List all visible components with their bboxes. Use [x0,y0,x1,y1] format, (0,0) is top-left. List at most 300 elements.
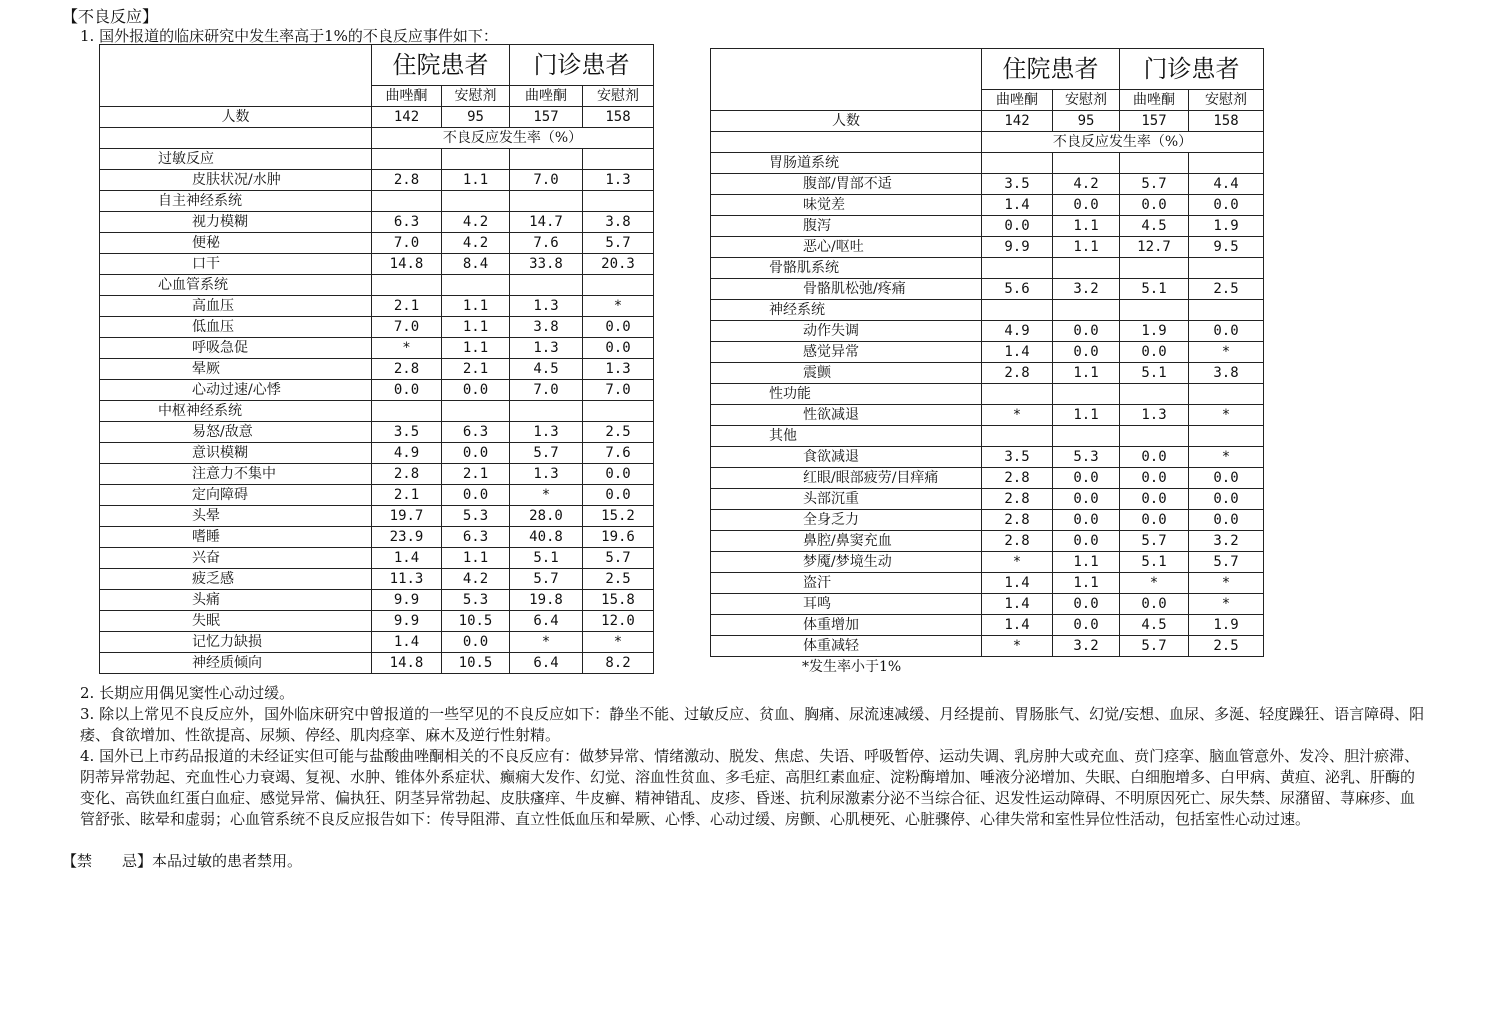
rate-cell: 0.0 [982,216,1053,237]
table-row [711,216,1264,237]
reaction-label: 视力模糊 [100,212,372,233]
rate-cell [1053,258,1120,279]
rate-cell: 0.0 [1053,510,1120,531]
rate-cell: 1.3 [510,338,583,359]
rate-cell: 2.1 [372,485,442,506]
category-row [711,153,1264,174]
rate-cell: 6.3 [372,212,442,233]
rate-cell [372,149,442,170]
rate-cell [510,275,583,296]
reaction-label: 心动过速/心悸 [100,380,372,401]
rate-cell: 1.3 [510,296,583,317]
rate-cell [442,275,510,296]
rate-cell: 8.2 [583,653,654,674]
reaction-label: 记忆力缺损 [100,632,372,653]
rate-cell: 0.0 [1189,489,1264,510]
rate-cell: 1.4 [372,632,442,653]
rate-cell [1120,300,1189,321]
rate-cell: 1.1 [442,317,510,338]
rate-cell: 1.1 [1053,405,1120,426]
category-row [711,300,1264,321]
reaction-label: 皮肤状况/水肿 [100,170,372,191]
rate-cell: 7.0 [372,317,442,338]
rate-cell: * [1120,573,1189,594]
rate-cell: 40.8 [510,527,583,548]
rate-cell: 10.5 [442,653,510,674]
rate-cell: 1.4 [982,573,1053,594]
rate-cell [1053,300,1120,321]
placebo-header: 安慰剂 [442,86,510,107]
reaction-label: 呼吸急促 [100,338,372,359]
rate-cell: 19.8 [510,590,583,611]
rate-cell: 6.4 [510,653,583,674]
rate-cell: 2.8 [982,363,1053,384]
reaction-label: 震颤 [711,363,982,384]
rate-cell: 4.2 [442,569,510,590]
rate-cell [982,153,1053,174]
contra-heading: 【禁 忌】 [62,852,153,870]
right-table-body [711,153,1264,657]
rate-cell [442,191,510,212]
rate-cell: 5.1 [1120,363,1189,384]
rate-cell [442,401,510,422]
rate-cell: * [1189,447,1264,468]
reaction-label: 头部沉重 [711,489,982,510]
rate-cell: 1.4 [982,195,1053,216]
table-row [711,363,1264,384]
rate-cell [1189,258,1264,279]
rate-cell: 5.7 [1120,531,1189,552]
outpatient-header: 门诊患者 [1120,49,1264,90]
rate-cell: 5.6 [982,279,1053,300]
rate-cell: 9.9 [372,590,442,611]
rate-cell: 1.9 [1189,216,1264,237]
rate-cell [1120,153,1189,174]
note-2: 2. 长期应用偶见窦性心动过缓。 [80,684,295,702]
rate-cell: * [510,485,583,506]
rate-cell: 2.8 [982,510,1053,531]
reaction-label: 失眠 [100,611,372,632]
rate-cell: 5.3 [1053,447,1120,468]
rate-cell [1189,153,1264,174]
rate-cell [1053,426,1120,447]
contraindications [62,850,302,871]
rate-cell: 0.0 [1120,447,1189,468]
rate-cell: 1.3 [510,464,583,485]
rate-cell: 20.3 [583,254,654,275]
table-row [100,506,654,527]
count-value: 95 [1053,111,1120,132]
rate-cell: 0.0 [1120,489,1189,510]
rate-cell: 1.9 [1120,321,1189,342]
rate-cell: 2.8 [982,489,1053,510]
reaction-label: 性欲减退 [711,405,982,426]
category-label: 性功能 [711,384,982,405]
rate-cell: 2.1 [442,359,510,380]
rate-cell: 0.0 [1120,594,1189,615]
rate-cell [982,426,1053,447]
category-row [100,401,654,422]
rate-cell: 1.1 [442,338,510,359]
rate-cell: 11.3 [372,569,442,590]
table-row [711,594,1264,615]
rate-cell: 15.2 [583,506,654,527]
section-heading: 【不良反应】 [62,7,159,26]
rate-blank [100,128,372,149]
rate-cell [1053,153,1120,174]
rate-cell: 1.3 [1120,405,1189,426]
rate-cell: 1.3 [510,422,583,443]
table-row [100,359,654,380]
category-row [711,426,1264,447]
rate-cell: 0.0 [1120,342,1189,363]
rate-cell: 0.0 [1120,510,1189,531]
category-label: 骨骼肌系统 [711,258,982,279]
rate-label: 不良反应发生率（%） [372,128,654,149]
rate-cell: 4.9 [372,443,442,464]
note-3: 3. 除以上常见不良反应外，国外临床研究中曾报道的一些罕见的不良反应如下：静坐不能、过敏反应、贫血、胸痛、尿流速减缓、月经提前、胃肠胀气、幻觉/妄想、血尿、多涎、轻度躁狂、语言障碍、阳痿、食欲增加、性欲提高、尿频、停经、肌肉痉挛、麻木及逆行性射精。 [80,705,1425,744]
rate-cell: * [982,636,1053,657]
table-row [100,254,654,275]
table-row [711,279,1264,300]
reaction-label: 味觉差 [711,195,982,216]
rate-cell: 3.8 [583,212,654,233]
rate-cell: * [583,632,654,653]
rate-cell: 12.0 [583,611,654,632]
rate-cell: * [982,405,1053,426]
rate-cell [372,401,442,422]
reaction-label: 体重增加 [711,615,982,636]
category-label: 神经系统 [711,300,982,321]
rate-cell: 9.9 [372,611,442,632]
table-row [711,552,1264,573]
rate-cell [583,191,654,212]
rate-cell: 5.7 [510,569,583,590]
count-value: 157 [510,107,583,128]
rate-cell: 5.7 [510,443,583,464]
rate-cell: 0.0 [1189,321,1264,342]
table-row [100,569,654,590]
rate-cell: * [1189,405,1264,426]
category-label: 自主神经系统 [100,191,372,212]
table-row [711,573,1264,594]
reaction-label: 全身乏力 [711,510,982,531]
reaction-label: 头晕 [100,506,372,527]
rate-cell: 4.4 [1189,174,1264,195]
rate-cell: 19.7 [372,506,442,527]
rate-cell: 1.1 [442,170,510,191]
rate-cell: 7.6 [583,443,654,464]
reaction-label: 腹部/胃部不适 [711,174,982,195]
rate-cell: 3.5 [982,447,1053,468]
placebo-header: 安慰剂 [1189,90,1264,111]
table-intro: 1. 国外报道的临床研究中发生率高于1%的不良反应事件如下： [80,27,498,45]
placebo-header: 安慰剂 [583,86,654,107]
rate-cell: 0.0 [1053,321,1120,342]
rate-cell: 5.7 [583,233,654,254]
rate-cell: 23.9 [372,527,442,548]
rate-cell: 14.7 [510,212,583,233]
table-row [711,636,1264,657]
rate-cell: 0.0 [583,338,654,359]
rate-cell: 1.1 [1053,573,1120,594]
rate-cell: 9.9 [982,237,1053,258]
rate-cell: 5.7 [1189,552,1264,573]
table-row [100,548,654,569]
table-row [100,527,654,548]
table-row [711,237,1264,258]
reaction-label: 体重减轻 [711,636,982,657]
rate-cell: 0.0 [442,632,510,653]
rate-cell: 12.7 [1120,237,1189,258]
rate-cell [372,275,442,296]
rate-cell: 0.0 [1189,510,1264,531]
reaction-label: 食欲减退 [711,447,982,468]
reaction-label: 头痛 [100,590,372,611]
rate-cell: 4.2 [442,233,510,254]
rate-cell: 33.8 [510,254,583,275]
rate-cell [1120,426,1189,447]
table-row [711,195,1264,216]
rate-cell [510,401,583,422]
reaction-label: 恶心/呕吐 [711,237,982,258]
count-value: 158 [583,107,654,128]
table-row [100,233,654,254]
rate-cell: 5.1 [1120,552,1189,573]
rate-cell: 2.1 [372,296,442,317]
rate-cell: 7.0 [510,380,583,401]
rate-cell: 1.4 [372,548,442,569]
count-label: 人数 [711,111,982,132]
rate-cell: 0.0 [442,380,510,401]
category-row [100,191,654,212]
rate-cell: 6.4 [510,611,583,632]
rate-cell [1053,384,1120,405]
rate-cell [1189,300,1264,321]
rate-cell: 2.8 [372,464,442,485]
category-label: 胃肠道系统 [711,153,982,174]
rate-cell: 0.0 [1053,468,1120,489]
rate-cell: 5.7 [1120,636,1189,657]
table-row [711,615,1264,636]
rate-cell: 5.1 [510,548,583,569]
table-row [100,170,654,191]
table-row [100,443,654,464]
rate-cell [442,149,510,170]
reaction-label: 动作失调 [711,321,982,342]
rate-cell: 3.8 [510,317,583,338]
reaction-label: 便秘 [100,233,372,254]
reaction-label: 疲乏感 [100,569,372,590]
adverse-reaction-table-left [99,44,654,674]
rate-cell: * [1189,342,1264,363]
rate-cell: 7.0 [510,170,583,191]
rate-cell: 1.9 [1189,615,1264,636]
rate-cell: 1.4 [982,342,1053,363]
rate-cell: 2.8 [372,170,442,191]
drug-header: 曲唑酮 [372,86,442,107]
rate-cell: 14.8 [372,653,442,674]
inpatient-header: 住院患者 [982,49,1120,90]
header-blank [100,45,372,107]
reaction-label: 高血压 [100,296,372,317]
rate-cell: 4.5 [1120,216,1189,237]
rate-cell: 3.5 [372,422,442,443]
rate-cell: 2.5 [583,569,654,590]
reaction-label: 感觉异常 [711,342,982,363]
rate-cell: 9.5 [1189,237,1264,258]
reaction-label: 盗汗 [711,573,982,594]
table-row [100,632,654,653]
count-value: 142 [982,111,1053,132]
rate-cell: 3.5 [982,174,1053,195]
count-value: 95 [442,107,510,128]
table-row [711,489,1264,510]
rate-cell: 28.0 [510,506,583,527]
count-label: 人数 [100,107,372,128]
rate-cell: 1.4 [982,615,1053,636]
reaction-label: 定向障碍 [100,485,372,506]
rate-cell [982,258,1053,279]
table-row [711,174,1264,195]
left-table-body [100,149,654,674]
rate-cell: * [372,338,442,359]
rate-cell [510,191,583,212]
rate-cell: 7.0 [372,233,442,254]
table-row [100,485,654,506]
count-value: 157 [1120,111,1189,132]
rate-cell: 8.4 [442,254,510,275]
rate-cell: 2.8 [372,359,442,380]
count-value: 142 [372,107,442,128]
reaction-label: 兴奋 [100,548,372,569]
rate-cell: * [510,632,583,653]
rate-cell: 4.5 [1120,615,1189,636]
table-row [711,468,1264,489]
rate-cell: 2.8 [982,468,1053,489]
rate-cell: * [1189,573,1264,594]
footnote: *发生率小于1% [802,659,902,675]
rate-cell: 4.2 [442,212,510,233]
table-row [100,317,654,338]
table-row [711,531,1264,552]
rate-cell: 2.8 [982,531,1053,552]
rate-cell: * [583,296,654,317]
notes-block [80,683,1425,830]
rate-cell [510,149,583,170]
rate-cell: 1.4 [982,594,1053,615]
rate-cell: 5.1 [1120,279,1189,300]
table-row [100,338,654,359]
rate-cell [583,401,654,422]
rate-cell: 7.6 [510,233,583,254]
rate-cell: 0.0 [1053,531,1120,552]
rate-cell: 1.1 [1053,363,1120,384]
rate-cell: 2.5 [583,422,654,443]
rate-cell [1120,384,1189,405]
inpatient-header: 住院患者 [372,45,510,86]
rate-cell: 1.3 [583,170,654,191]
category-row [711,258,1264,279]
rate-cell: 0.0 [1053,489,1120,510]
category-row [711,384,1264,405]
category-row [100,275,654,296]
drug-header: 曲唑酮 [982,90,1053,111]
table-row [711,321,1264,342]
rate-cell: * [1189,594,1264,615]
reaction-label: 低血压 [100,317,372,338]
reaction-label: 晕厥 [100,359,372,380]
table-row [100,296,654,317]
reaction-label: 意识模糊 [100,443,372,464]
rate-cell: 6.3 [442,422,510,443]
reaction-label: 耳鸣 [711,594,982,615]
table-row [100,212,654,233]
rate-cell: 0.0 [1189,195,1264,216]
placebo-header: 安慰剂 [1053,90,1120,111]
rate-cell: 0.0 [442,443,510,464]
rate-cell: 10.5 [442,611,510,632]
rate-cell: 1.1 [442,548,510,569]
rate-cell: 0.0 [442,485,510,506]
rate-cell: 0.0 [1120,195,1189,216]
note-4: 4. 国外已上市药品报道的未经证实但可能与盐酸曲唑酮相关的不良反应有：做梦异常、情绪激动、脱发、焦虑、失语、呼吸暂停、运动失调、乳房肿大或充血、贲门痉挛、脑血管意外、发冷、胆汁瘀滞、阴蒂异常勃起、充血性心力衰竭、复视、水肿、锥体外系症状、癫痫大发作、幻觉、溶血性贫血、多毛症、高胆红素血症、淀粉酶增加、唾液分泌增加、失眠、白细胞增多、白甲病、黄疸、泌乳、肝酶的变化、高铁血红蛋白血症、感觉异常、偏执狂、阴茎异常勃起、皮肤瘙痒、牛皮癣、精神错乱、皮疹、昏迷、抗利尿激素分泌不当综合征、迟发性运动障碍、不明原因死亡、尿失禁、尿潴留、荨麻疹、血管舒张、眩晕和虚弱；心血管系统不良反应报告如下：传导阻滞、直立性低血压和晕厥、心悸、心动过缓、房颤、心肌梗死、心脏骤停、心律失常和室性异位性活动，包括室性心动过速。 [80,747,1420,828]
reaction-label: 梦魇/梦境生动 [711,552,982,573]
rate-cell: 5.3 [442,590,510,611]
rate-cell: 3.2 [1189,531,1264,552]
category-label: 过敏反应 [100,149,372,170]
table-row [100,380,654,401]
rate-cell: 0.0 [372,380,442,401]
rate-cell: 1.1 [1053,237,1120,258]
rate-cell: 0.0 [1053,594,1120,615]
rate-cell: 6.3 [442,527,510,548]
rate-cell: 5.7 [583,548,654,569]
rate-cell: 4.9 [982,321,1053,342]
rate-cell: 0.0 [1053,615,1120,636]
rate-cell: 7.0 [583,380,654,401]
rate-cell: 2.5 [1189,279,1264,300]
rate-cell [1189,426,1264,447]
reaction-label: 口干 [100,254,372,275]
reaction-label: 嗜睡 [100,527,372,548]
reaction-label: 神经质倾向 [100,653,372,674]
contra-text: 本品过敏的患者禁用。 [152,852,303,870]
rate-cell: 0.0 [583,317,654,338]
rate-cell [583,149,654,170]
category-label: 其他 [711,426,982,447]
rate-cell: 0.0 [1053,342,1120,363]
reaction-label: 骨骼肌松弛/疼痛 [711,279,982,300]
drug-header: 曲唑酮 [510,86,583,107]
reaction-label: 腹泻 [711,216,982,237]
table-row [711,342,1264,363]
rate-cell: 0.0 [1189,468,1264,489]
table-row [100,422,654,443]
rate-cell: 14.8 [372,254,442,275]
rate-label: 不良反应发生率（%） [982,132,1264,153]
rate-cell: 0.0 [583,485,654,506]
rate-cell: 3.2 [1053,636,1120,657]
reaction-label: 鼻腔/鼻窦充血 [711,531,982,552]
adverse-reaction-table-right [710,48,1264,657]
table-row [711,510,1264,531]
table-row [100,464,654,485]
rate-cell: 1.3 [583,359,654,380]
rate-blank [711,132,982,153]
table-row [711,405,1264,426]
reaction-label: 注意力不集中 [100,464,372,485]
